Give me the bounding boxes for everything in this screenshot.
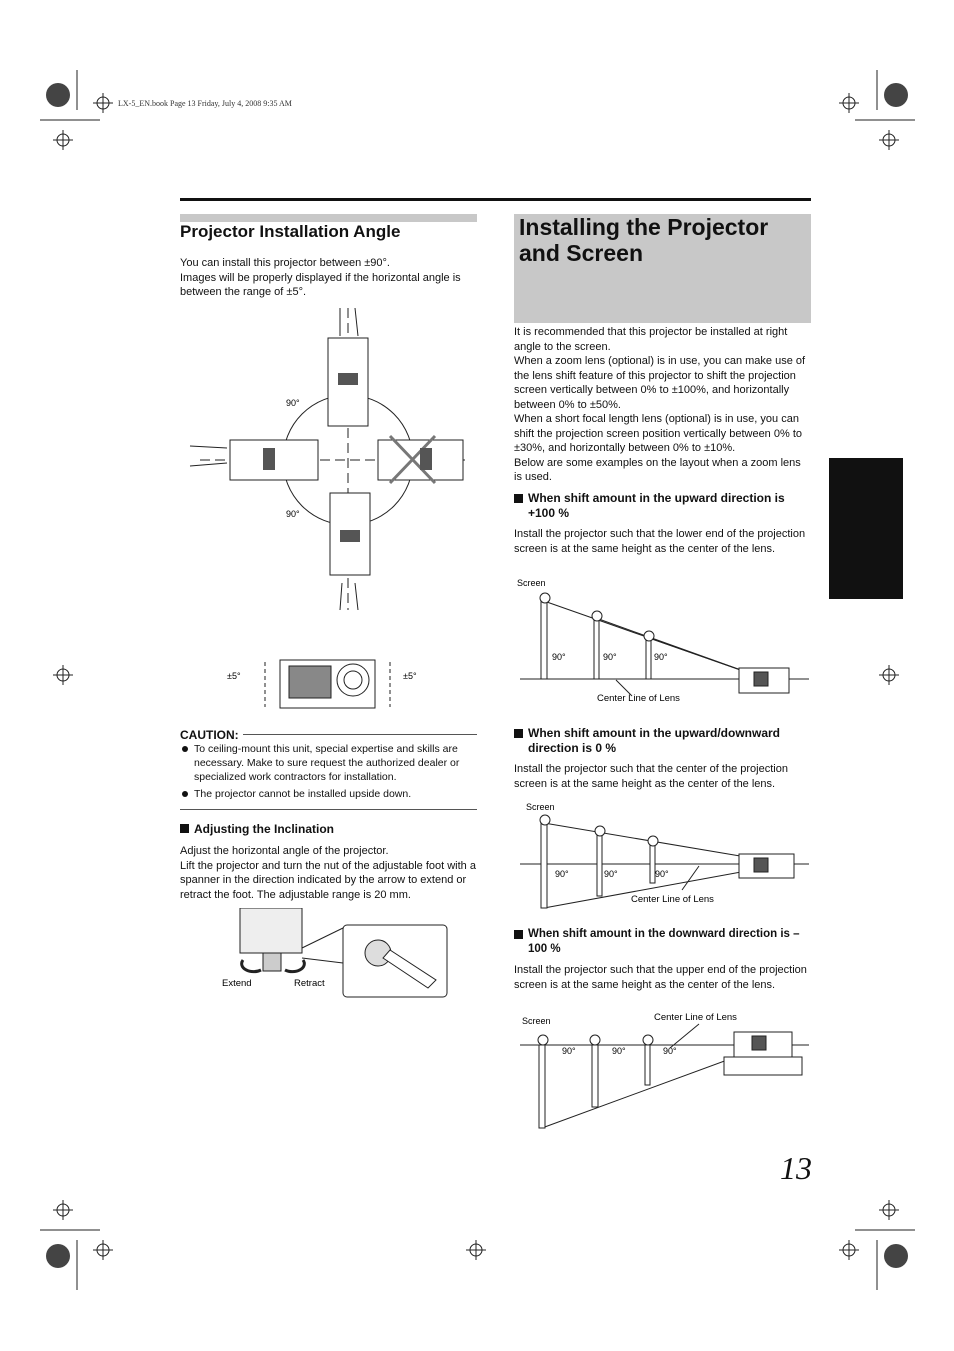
inclination-heading: Adjusting the Inclination <box>180 822 334 837</box>
title-bar <box>180 214 477 222</box>
svg-text:Screen: Screen <box>522 1016 551 1026</box>
square-bullet-icon <box>180 824 189 833</box>
shift-heading: When shift amount in the upward direction is +100 % <box>514 491 811 521</box>
top-rule <box>180 198 811 201</box>
file-info: LX-5_EN.book Page 13 Friday, July 4, 2008 9:35 AM <box>118 99 292 108</box>
caution-divider <box>180 809 477 810</box>
svg-text:90°: 90° <box>604 869 618 879</box>
square-bullet-icon <box>514 494 523 503</box>
shift-heading: When shift amount in the upward/downward direction is 0 % <box>514 726 811 756</box>
page-number: 13 <box>780 1150 812 1186</box>
caution-item <box>182 742 476 784</box>
svg-text:90°: 90° <box>603 652 617 662</box>
angle-label-top: 90° <box>286 398 300 408</box>
svg-text:Center Line of Lens: Center Line of Lens <box>654 1012 737 1023</box>
installation-angle-figure <box>180 298 477 620</box>
square-bullet-icon <box>514 930 523 939</box>
svg-text:90°: 90° <box>663 1046 677 1056</box>
tilt-label-left: ±5° <box>227 671 241 681</box>
extend-label: Extend <box>222 978 252 989</box>
svg-text:Center Line of Lens: Center Line of Lens <box>631 894 714 905</box>
tilt-figure <box>225 652 430 714</box>
caution-label: CAUTION: <box>180 728 243 742</box>
page-title: Installing the Projector and Screen <box>519 214 769 266</box>
caution-item-text: To ceiling-mount this unit, special expertise and skills are necessary. Make to sure request the authorized dealer or specialized work contractors for installation. <box>194 743 460 783</box>
svg-text:Screen: Screen <box>517 578 546 588</box>
shift-text: Install the projector such that the upper end of the projection screen is at the same height as the center of the lens. <box>514 964 807 991</box>
inclination-text: Adjust the horizontal angle of the projector. Lift the projector and turn the nut of the adjustable foot with a spanner in the direction indicated by the arrow to extend or retract the foot. The adjustable range is 20 mm. <box>180 845 476 901</box>
svg-text:90°: 90° <box>555 869 569 879</box>
shift-heading: When shift amount in the downward direction is –100 % <box>514 927 811 957</box>
svg-text:90°: 90° <box>654 652 668 662</box>
layout-diagram-center <box>514 798 811 910</box>
caution-item-text: The projector cannot be installed upside down. <box>194 788 412 800</box>
layout-diagram-down <box>514 1010 811 1132</box>
shift-text: Install the projector such that the center of the projection screen is at the same height as the center of the lens. <box>514 763 788 790</box>
intro-text: It is recommended that this projector be installed at right angle to the screen. When a zoom lens (optional) is in use, you can make use of the lens shift feature of this projector to shift the projection screen vertically between 0% to ±100%, and horizontally between 0% to ±50%. When a short focal length lens (optional) is in use, you can shift the projection screen position vertically between 0% to ±30%, and horizontally between 0% to ±10%. Below are some examples on the layout when a zoom lens is used. <box>514 326 806 483</box>
chapter-tab <box>829 458 903 599</box>
section-title: Projector Installation Angle <box>180 222 401 241</box>
layout-diagram-up <box>514 576 811 706</box>
svg-text:90°: 90° <box>655 869 669 879</box>
retract-label: Retract <box>294 978 325 989</box>
svg-text:90°: 90° <box>552 652 566 662</box>
angle-label-bottom: 90° <box>286 509 300 519</box>
svg-text:Screen: Screen <box>526 802 555 812</box>
tilt-label-right: ±5° <box>403 671 417 681</box>
foot-adjust-figure <box>218 908 450 998</box>
shift-text: Install the projector such that the lower end of the projection screen is at the same height as the center of the lens. <box>514 528 806 555</box>
svg-text:90°: 90° <box>562 1046 576 1056</box>
svg-text:Center Line of Lens: Center Line of Lens <box>597 693 680 704</box>
caution-item <box>182 787 476 801</box>
intro-text: You can install this projector between ±90°. Images will be properly displayed if the horizontal angle is between the range of ±5°. <box>180 257 461 298</box>
square-bullet-icon <box>514 729 523 738</box>
svg-text:90°: 90° <box>612 1046 626 1056</box>
